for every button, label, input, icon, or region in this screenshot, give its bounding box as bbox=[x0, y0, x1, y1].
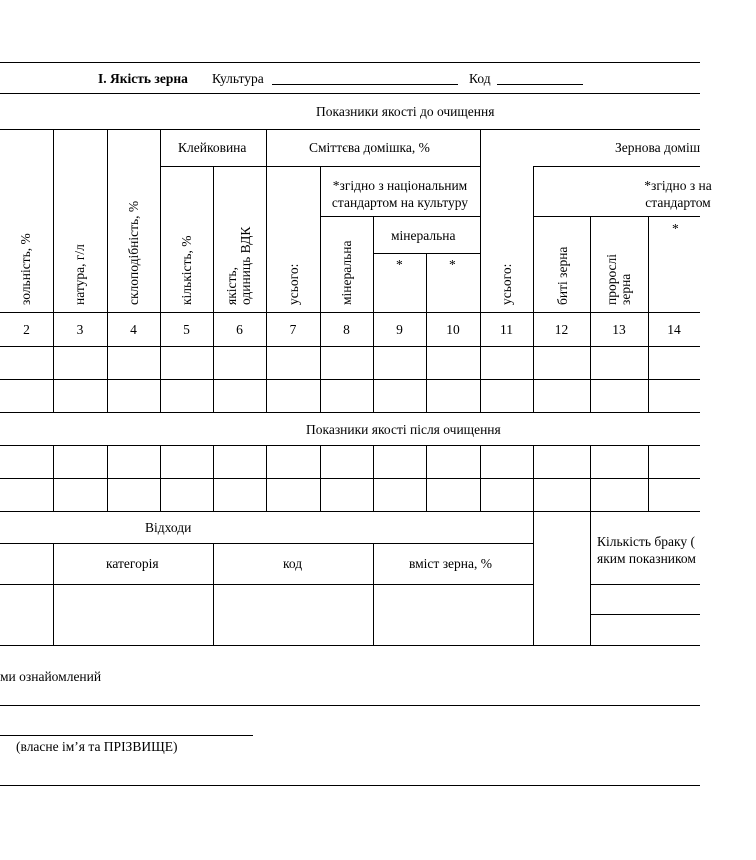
waste-grain-content-header: вміст зерна, % bbox=[409, 556, 492, 571]
column-number: 11 bbox=[500, 322, 513, 337]
culture-field[interactable] bbox=[272, 84, 458, 85]
rule bbox=[0, 478, 700, 479]
rule bbox=[0, 312, 700, 313]
mineral-header: мінеральна bbox=[391, 228, 456, 243]
section-title: І. Якість зерна bbox=[98, 71, 188, 86]
rule bbox=[533, 166, 700, 167]
rule bbox=[53, 445, 54, 511]
column-number: 14 bbox=[667, 322, 681, 337]
gluten-quantity-header: кількість, % bbox=[179, 235, 194, 305]
code-field[interactable] bbox=[497, 84, 583, 85]
rule bbox=[480, 445, 481, 511]
rule bbox=[160, 129, 161, 412]
nature-header: натура, г/л bbox=[72, 244, 87, 305]
rule bbox=[53, 543, 54, 645]
waste-category-header: категорія bbox=[106, 556, 159, 571]
rule bbox=[590, 584, 700, 585]
after-title: Показники якості після очищення bbox=[306, 422, 501, 437]
column-number: 6 bbox=[236, 322, 243, 337]
rule-top bbox=[0, 62, 700, 63]
vitreousness-header: склоподібність, % bbox=[126, 200, 141, 305]
rule bbox=[266, 129, 267, 412]
rule bbox=[0, 705, 700, 706]
column-number: 3 bbox=[76, 322, 84, 337]
rule bbox=[0, 543, 533, 544]
rule bbox=[0, 511, 700, 512]
rule bbox=[590, 445, 591, 511]
column-number: 9 bbox=[396, 322, 403, 337]
rule bbox=[0, 379, 700, 380]
rule bbox=[320, 216, 480, 217]
star-10: * bbox=[449, 257, 456, 272]
national-standard-note-2: *згідно з на стандартом bbox=[644, 178, 712, 210]
rule bbox=[590, 614, 700, 615]
gluten-quality-header: якість, одиниць ВДК bbox=[224, 226, 253, 305]
grain-admixture-header: Зернова доміш bbox=[615, 140, 701, 155]
broken-grain-header: биті зерна bbox=[555, 246, 570, 305]
rule bbox=[0, 129, 700, 130]
rule bbox=[0, 346, 700, 347]
defect-quantity-header: Кількість браку ( яким показником bbox=[597, 534, 696, 566]
rule bbox=[533, 445, 534, 511]
national-standard-note: *згідно з національним стандартом на культуру bbox=[331, 178, 469, 210]
rule bbox=[0, 412, 700, 413]
rule bbox=[480, 129, 481, 412]
column-number: 2 bbox=[23, 322, 30, 337]
gluten-header: Клейковина bbox=[178, 140, 247, 155]
star-9: * bbox=[396, 257, 403, 272]
code-label: Код bbox=[469, 71, 491, 86]
rule bbox=[0, 445, 700, 446]
waste-code-header: код bbox=[283, 556, 303, 571]
grain-total-header: усього: bbox=[499, 263, 514, 305]
mineral-vertical-header: мінеральна bbox=[339, 240, 354, 305]
rule bbox=[590, 511, 591, 645]
rule bbox=[213, 166, 214, 412]
rule bbox=[0, 785, 700, 786]
rule bbox=[53, 129, 54, 412]
column-number: 12 bbox=[554, 322, 569, 337]
rule bbox=[107, 129, 108, 412]
rule bbox=[533, 511, 534, 645]
trash-total-header: усього: bbox=[286, 263, 301, 305]
rule bbox=[213, 445, 214, 511]
rule bbox=[426, 445, 427, 511]
sprouted-grain-header: пророслі зерна bbox=[604, 253, 633, 305]
rule bbox=[373, 445, 374, 511]
rule bbox=[533, 166, 534, 412]
rule bbox=[373, 216, 374, 412]
before-title: Показники якості до очищення bbox=[316, 104, 495, 119]
column-number: 7 bbox=[289, 322, 297, 337]
name-signature-line[interactable] bbox=[0, 735, 253, 736]
column-number: 5 bbox=[183, 322, 190, 337]
rule bbox=[107, 445, 108, 511]
rule bbox=[213, 543, 214, 645]
rule bbox=[0, 645, 700, 646]
rule bbox=[590, 216, 591, 412]
trash-admixture-header: Сміттєва домішка, % bbox=[309, 140, 430, 155]
rule bbox=[533, 216, 700, 217]
name-caption: (власне ім’я та ПРІЗВИЩЕ) bbox=[16, 739, 178, 754]
rule bbox=[648, 216, 649, 412]
culture-label: Культура bbox=[212, 71, 264, 86]
rule bbox=[266, 445, 267, 511]
waste-title: Відходи bbox=[145, 520, 192, 535]
acquainted-text: ми ознайомлений bbox=[0, 669, 102, 684]
column-number: 4 bbox=[130, 322, 137, 337]
rule bbox=[0, 93, 700, 94]
rule bbox=[320, 166, 321, 412]
star-15: * bbox=[672, 221, 679, 236]
rule bbox=[373, 543, 374, 645]
rule bbox=[0, 584, 533, 585]
rule bbox=[648, 445, 649, 511]
column-number: 13 bbox=[612, 322, 626, 337]
ash-header: зольність, % bbox=[18, 233, 33, 305]
column-number: 8 bbox=[343, 322, 350, 337]
rule bbox=[160, 445, 161, 511]
column-number: 10 bbox=[446, 322, 460, 337]
rule bbox=[320, 445, 321, 511]
